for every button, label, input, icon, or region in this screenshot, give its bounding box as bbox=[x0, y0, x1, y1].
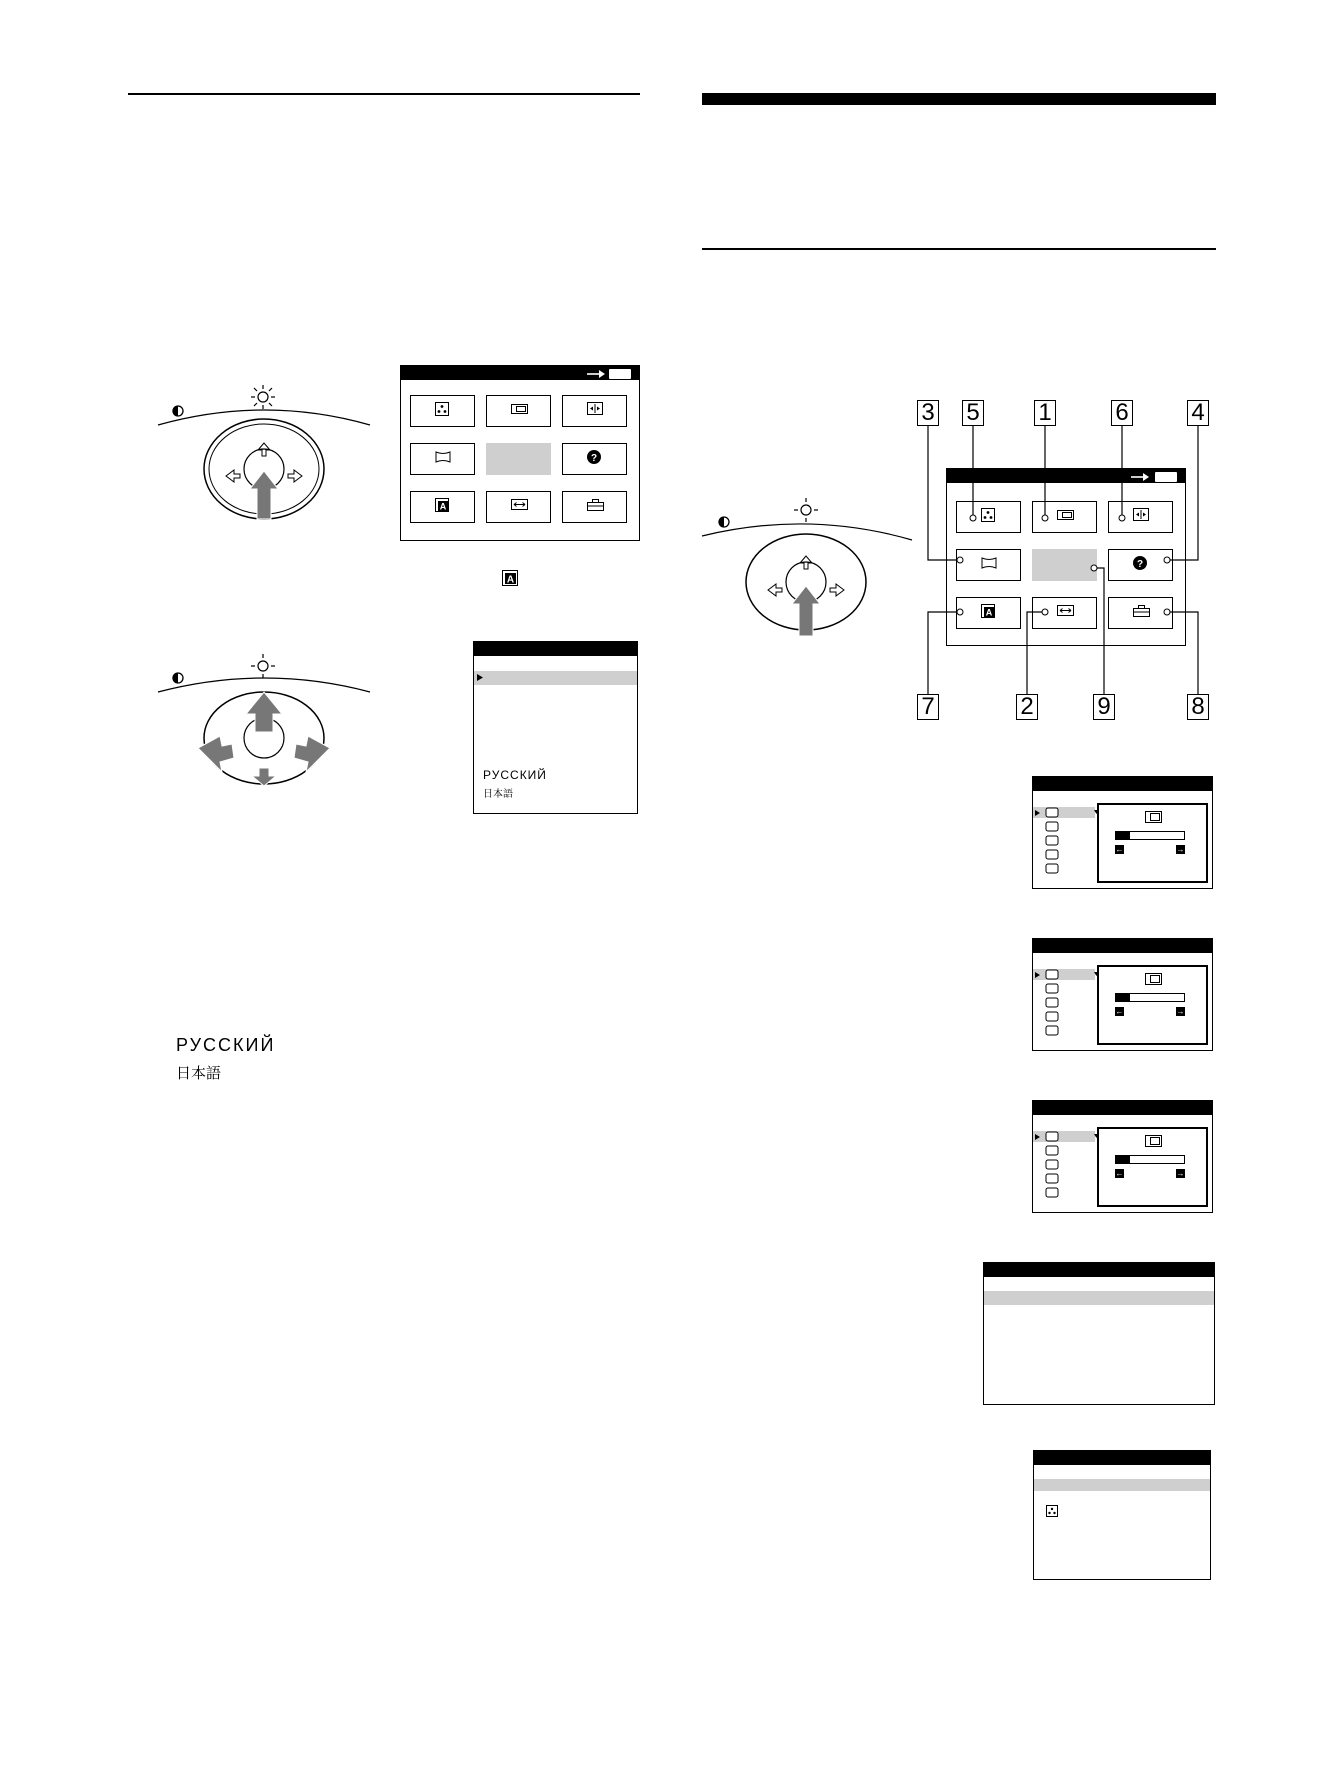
callout-3: 3 bbox=[917, 400, 939, 426]
callout-2: 2 bbox=[1016, 694, 1038, 720]
right-arrow-icon[interactable]: → bbox=[1176, 845, 1185, 854]
right-heading-bar bbox=[702, 93, 1216, 105]
left-arrow-icon[interactable]: ← bbox=[1115, 845, 1124, 854]
left-menu-help-button[interactable] bbox=[562, 443, 627, 475]
adjust-submenu-1 bbox=[1032, 776, 1213, 889]
zoom-icon bbox=[1057, 604, 1074, 618]
options-icon bbox=[1133, 604, 1150, 618]
callout-5: 5 bbox=[962, 400, 984, 426]
slider-fill bbox=[1116, 1156, 1130, 1163]
svg-text:A: A bbox=[985, 607, 992, 618]
adjust-icon bbox=[1145, 973, 1162, 985]
adjust-submenu-3 bbox=[1032, 1100, 1213, 1213]
slider-panel bbox=[1097, 965, 1208, 1045]
menu-title-bar bbox=[1033, 1101, 1212, 1115]
left-menu-size-center-button[interactable] bbox=[486, 395, 551, 427]
left-arrow-icon[interactable]: ← bbox=[1115, 1169, 1124, 1178]
color-icon bbox=[1046, 1505, 1058, 1517]
right-arrow-icon[interactable]: → bbox=[1176, 1007, 1185, 1016]
callout-8: 8 bbox=[1187, 694, 1209, 720]
zoom-icon bbox=[511, 498, 528, 512]
selected-row bbox=[984, 1291, 1214, 1305]
size-center-icon bbox=[1057, 508, 1074, 522]
slider-panel bbox=[1097, 803, 1208, 883]
right-menu-help-button[interactable] bbox=[1108, 549, 1173, 581]
callout-6: 6 bbox=[1111, 400, 1133, 426]
right-menu-zoom-button[interactable] bbox=[1032, 597, 1097, 629]
size-center-icon bbox=[511, 402, 528, 416]
lang-icon bbox=[981, 604, 998, 618]
convergence-icon bbox=[587, 402, 604, 416]
color-icon bbox=[435, 402, 452, 416]
control-dial-move bbox=[150, 652, 380, 792]
language-menu-left bbox=[473, 641, 638, 814]
language-russian[interactable]: РУССКИЙ bbox=[483, 768, 547, 782]
right-menu-selected-empty-cell[interactable] bbox=[1032, 549, 1097, 581]
submenu-icon-list bbox=[1035, 1131, 1105, 1211]
slider-fill bbox=[1116, 832, 1130, 839]
exit-arrow-icon bbox=[587, 368, 635, 380]
language-japanese[interactable]: 日本語 bbox=[483, 789, 513, 800]
help-icon bbox=[1133, 556, 1150, 570]
slider-track[interactable] bbox=[1115, 993, 1185, 1002]
left-menu-selected-empty-cell[interactable] bbox=[486, 443, 551, 475]
convergence-icon bbox=[1133, 508, 1150, 522]
right-menu-options-button[interactable] bbox=[1108, 597, 1173, 629]
lang-icon bbox=[502, 570, 518, 586]
geometry-icon bbox=[435, 450, 452, 464]
geometry-icon bbox=[981, 556, 998, 570]
submenu-icon-list bbox=[1035, 969, 1105, 1049]
right-menu-color-button[interactable] bbox=[956, 501, 1021, 533]
right-section-rule bbox=[702, 248, 1216, 250]
selected-language-row bbox=[474, 671, 637, 685]
slider-track[interactable] bbox=[1115, 831, 1185, 840]
right-menu-size-center-button[interactable] bbox=[1032, 501, 1097, 533]
left-menu-lang-button[interactable] bbox=[410, 491, 475, 523]
callout-9: 9 bbox=[1093, 694, 1115, 720]
left-menu-color-button[interactable] bbox=[410, 395, 475, 427]
menu-title-bar bbox=[984, 1263, 1214, 1277]
adjust-icon bbox=[1145, 1135, 1162, 1147]
slider-panel bbox=[1097, 1127, 1208, 1207]
svg-text:A: A bbox=[506, 574, 515, 586]
menu-title-bar bbox=[1034, 1451, 1210, 1465]
menu-title-bar bbox=[474, 642, 637, 656]
language-list-russian: РУССКИЙ bbox=[176, 1035, 276, 1055]
slider-fill bbox=[1116, 994, 1130, 1001]
color-icon bbox=[981, 508, 998, 522]
svg-text:?: ? bbox=[590, 453, 597, 464]
left-menu-geometry-button[interactable] bbox=[410, 443, 475, 475]
callout-1: 1 bbox=[1034, 400, 1056, 426]
selected-row bbox=[1034, 1479, 1210, 1491]
options-icon bbox=[587, 498, 604, 512]
left-menu-zoom-button[interactable] bbox=[486, 491, 551, 523]
left-menu-convergence-button[interactable] bbox=[562, 395, 627, 427]
adjust-icon bbox=[1145, 811, 1162, 823]
svg-text:?: ? bbox=[1136, 559, 1143, 570]
right-arrow-icon[interactable]: → bbox=[1176, 1169, 1185, 1178]
reset-menu-right bbox=[1033, 1450, 1211, 1580]
svg-text:A: A bbox=[439, 501, 446, 512]
left-top-rule bbox=[128, 93, 640, 95]
left-arrow-icon[interactable]: ← bbox=[1115, 1007, 1124, 1016]
help-icon bbox=[587, 450, 604, 464]
language-menu-right bbox=[983, 1262, 1215, 1405]
left-menu-options-button[interactable] bbox=[562, 491, 627, 523]
control-dial-press-right bbox=[700, 500, 915, 650]
exit-arrow-icon bbox=[1131, 471, 1181, 483]
right-menu-geometry-button[interactable] bbox=[956, 549, 1021, 581]
language-list-japanese: 日本語 bbox=[176, 1065, 222, 1082]
adjust-submenu-2 bbox=[1032, 938, 1213, 1051]
callout-4: 4 bbox=[1187, 400, 1209, 426]
control-dial-press bbox=[150, 375, 380, 545]
cursor-triangle-icon bbox=[477, 674, 483, 681]
slider-track[interactable] bbox=[1115, 1155, 1185, 1164]
submenu-icon-list bbox=[1035, 807, 1105, 887]
menu-title-bar bbox=[1033, 777, 1212, 791]
menu-title-bar bbox=[1033, 939, 1212, 953]
right-menu-lang-button[interactable] bbox=[956, 597, 1021, 629]
right-menu-convergence-button[interactable] bbox=[1108, 501, 1173, 533]
lang-icon bbox=[435, 498, 452, 512]
callout-7: 7 bbox=[917, 694, 939, 720]
